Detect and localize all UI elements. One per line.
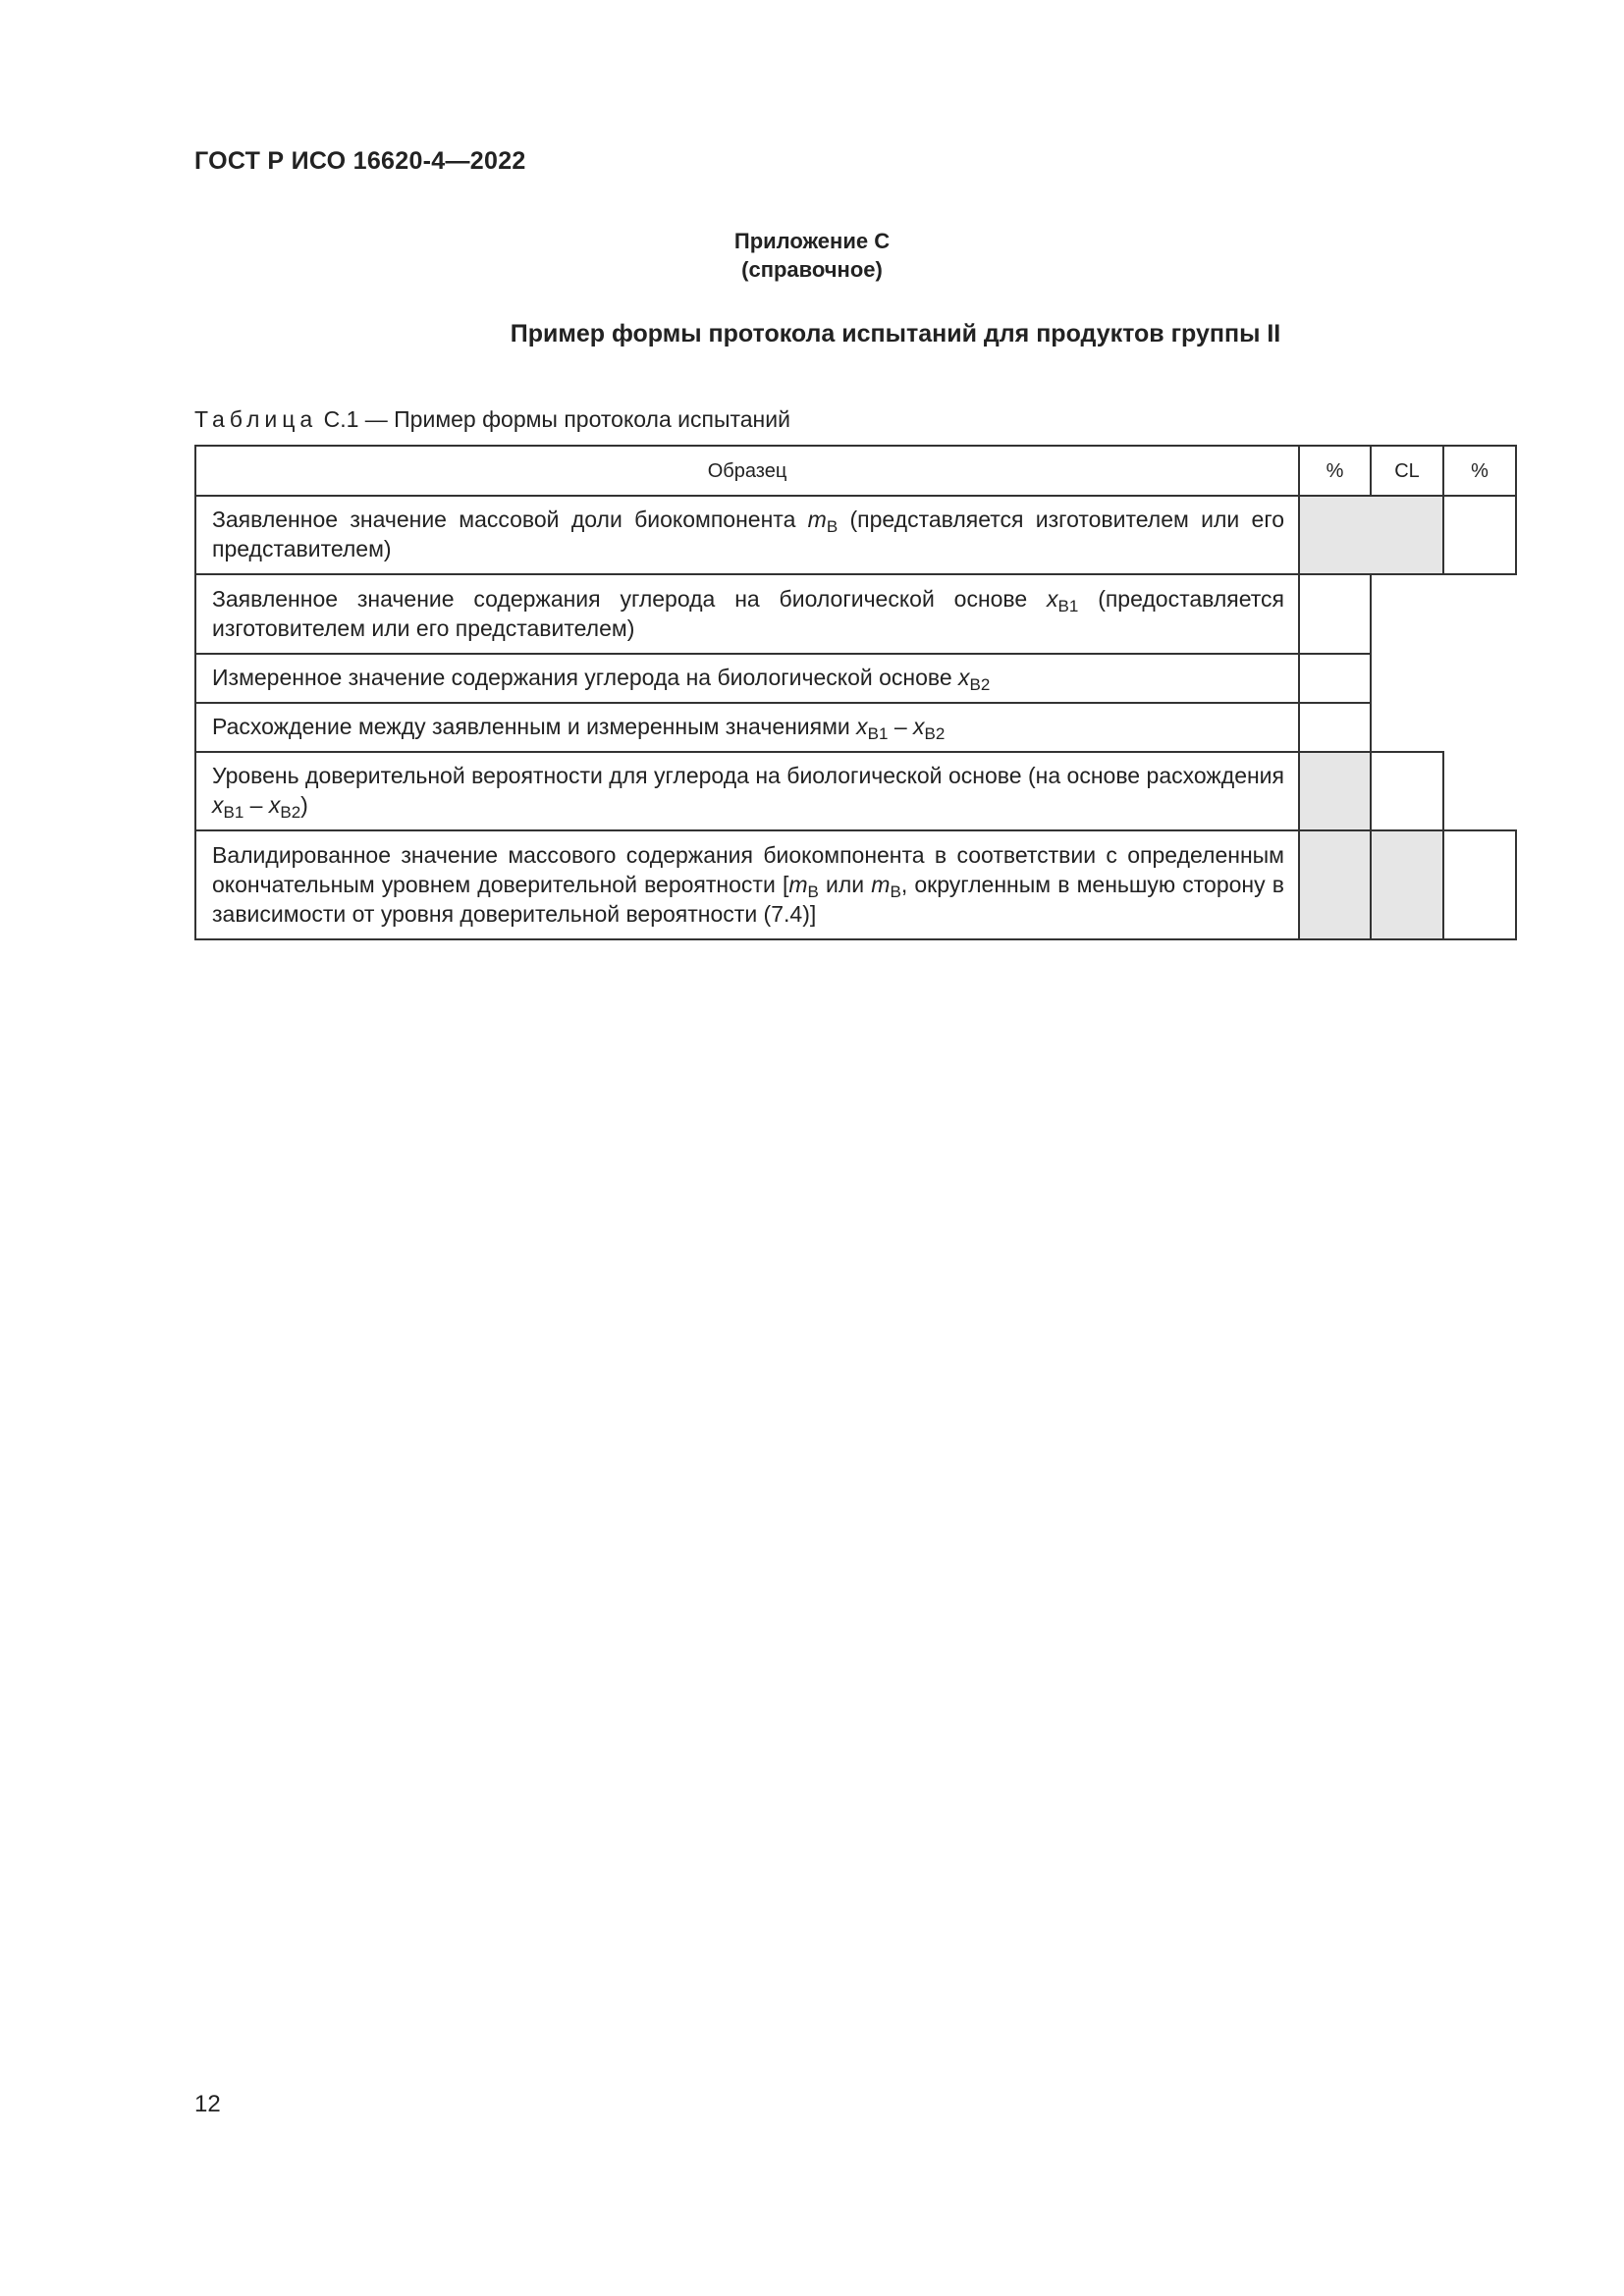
table-caption-text: С.1 — Пример формы протокола испытаний bbox=[323, 406, 790, 432]
blank-area bbox=[1371, 574, 1516, 752]
table-row bbox=[195, 574, 1516, 654]
table-row bbox=[195, 830, 1516, 939]
percent-value-cell[interactable] bbox=[1443, 830, 1516, 939]
percent-value-cell[interactable] bbox=[1299, 574, 1371, 654]
table-row bbox=[195, 654, 1516, 703]
shaded-cell bbox=[1371, 830, 1443, 939]
table-row bbox=[195, 752, 1516, 830]
test-report-table bbox=[194, 445, 1517, 940]
percent-value-cell[interactable] bbox=[1299, 703, 1371, 752]
row-validated-value: Валидированное значение массового содержания биокомпонента в соответствии с определенным окончательным уровнем доверительной вероятности [$m_B$ или $m_B$, округленным в меньшую сторону в зависимости от уровня доверительной вероятности (7.4)] bbox=[195, 830, 1299, 939]
header-percent-2: % bbox=[1443, 446, 1516, 496]
row-measured-biobased-carbon: Измеренное значение содержания углерода на биологической основе $x_{B2}$ bbox=[195, 654, 1299, 703]
page-number: 12 bbox=[194, 2091, 221, 2117]
shaded-cell bbox=[1299, 496, 1443, 574]
row-declared-mass-fraction: Заявленное значение массовой доли биокомпонента $m_B$ (представляется изготовителем или его представителем) bbox=[195, 496, 1299, 574]
shaded-cell bbox=[1299, 830, 1371, 939]
header-cl: CL bbox=[1371, 446, 1443, 496]
blank-area bbox=[1443, 752, 1516, 830]
row-discrepancy: Расхождение между заявленным и измеренным значениями $x_{B1} - x_{B2}$ bbox=[195, 703, 1299, 752]
table-caption-prefix: Таблица bbox=[194, 406, 318, 432]
percent-value-cell[interactable] bbox=[1443, 496, 1516, 574]
table-header-row bbox=[195, 446, 1516, 496]
table-caption bbox=[194, 406, 790, 433]
row-confidence-level: Уровень доверительной вероятности для углерода на биологической основе (на основе расхождения $x_{B1} - x_{B2}$) bbox=[195, 752, 1299, 830]
shaded-cell bbox=[1299, 752, 1371, 830]
cl-value-cell[interactable] bbox=[1371, 752, 1443, 830]
annex-kind: (справочное) bbox=[741, 257, 883, 282]
percent-value-cell[interactable] bbox=[1299, 654, 1371, 703]
header-percent-1: % bbox=[1299, 446, 1371, 496]
annex-title: Приложение С bbox=[733, 229, 891, 253]
table-row bbox=[195, 496, 1516, 574]
annex-heading: Пример формы протокола испытаний для продуктов группы II bbox=[510, 320, 1281, 347]
table-row bbox=[195, 703, 1516, 752]
row-declared-biobased-carbon: Заявленное значение содержания углерода на биологической основе $x_{B1}$ (предоставляется изготовителем или его представителем) bbox=[195, 574, 1299, 654]
header-sample: Образец bbox=[195, 446, 1299, 496]
document-code: ГОСТ Р ИСО 16620-4—2022 bbox=[194, 147, 526, 175]
